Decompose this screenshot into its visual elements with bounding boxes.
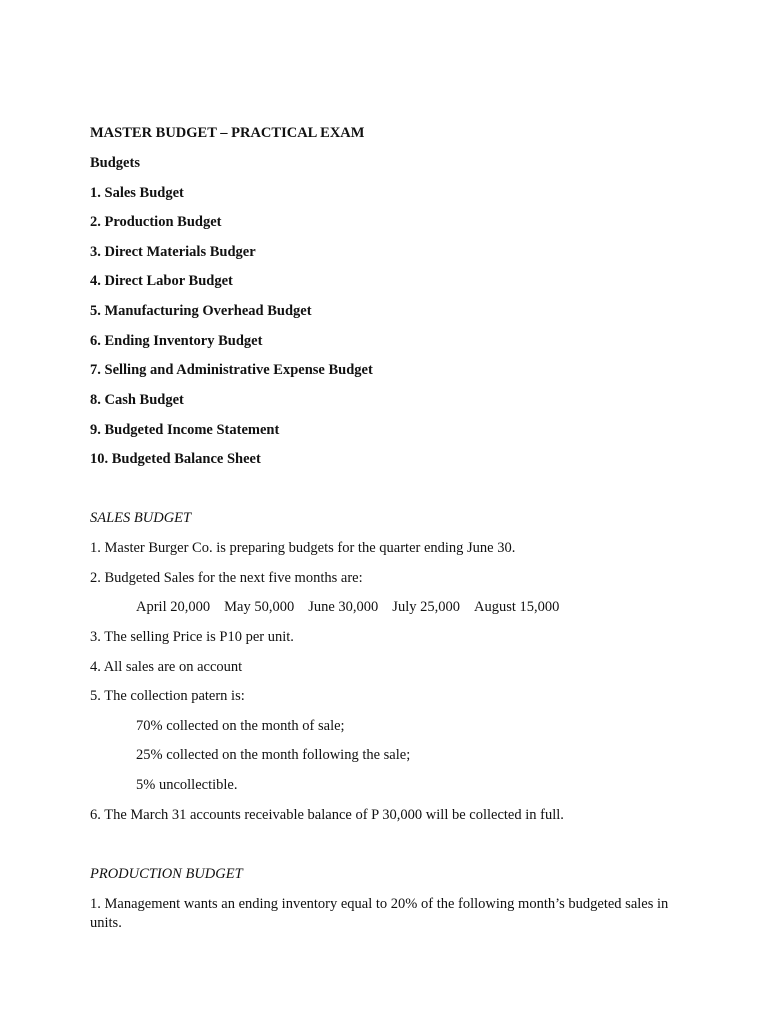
production-budget-heading: PRODUCTION BUDGET bbox=[90, 866, 243, 882]
sales-item-1: 1. Master Burger Co. is preparing budgets for the quarter ending June 30. bbox=[90, 540, 516, 556]
sales-item-4: 4. All sales are on account bbox=[90, 659, 243, 675]
budget-list-item: 5. Manufacturing Overhead Budget bbox=[90, 303, 312, 319]
budget-list-item: 9. Budgeted Income Statement bbox=[90, 422, 280, 438]
budget-list-item: 1. Sales Budget bbox=[90, 185, 184, 201]
budgets-heading: Budgets bbox=[90, 155, 140, 171]
budget-list-item: 3. Direct Materials Budger bbox=[90, 244, 256, 260]
month-sales: May 50,000 bbox=[224, 599, 295, 615]
sales-budget-heading: SALES BUDGET bbox=[90, 510, 192, 526]
collection-pattern-item: 70% collected on the month of sale; bbox=[136, 718, 345, 734]
production-item-1: 1. Management wants an ending inventory equal to 20% of the following month’s budgeted sales in units. bbox=[90, 896, 669, 931]
document-title: MASTER BUDGET – PRACTICAL EXAM bbox=[90, 125, 365, 141]
month-sales: July 25,000 bbox=[392, 599, 460, 615]
budget-list-item: 8. Cash Budget bbox=[90, 392, 184, 408]
monthly-sales-row bbox=[136, 598, 573, 616]
sales-item-2: 2. Budgeted Sales for the next five months are: bbox=[90, 570, 363, 586]
budget-list-item: 2. Production Budget bbox=[90, 214, 222, 230]
collection-pattern-item: 5% uncollectible. bbox=[136, 777, 238, 793]
sales-item-5: 5. The collection patern is: bbox=[90, 688, 245, 704]
collection-pattern-item: 25% collected on the month following the sale; bbox=[136, 747, 411, 763]
sales-item-6: 6. The March 31 accounts receivable balance of P 30,000 will be collected in full. bbox=[90, 807, 564, 823]
month-sales: August 15,000 bbox=[473, 599, 560, 615]
month-sales: April 20,000 bbox=[136, 599, 211, 615]
month-sales: June 30,000 bbox=[308, 599, 379, 615]
budget-list-item: 7. Selling and Administrative Expense Budget bbox=[90, 362, 373, 378]
budget-list-item: 10. Budgeted Balance Sheet bbox=[90, 451, 261, 467]
budget-list-item: 6. Ending Inventory Budget bbox=[90, 333, 263, 349]
budget-list-item: 4. Direct Labor Budget bbox=[90, 273, 233, 289]
sales-item-3: 3. The selling Price is P10 per unit. bbox=[90, 629, 294, 645]
